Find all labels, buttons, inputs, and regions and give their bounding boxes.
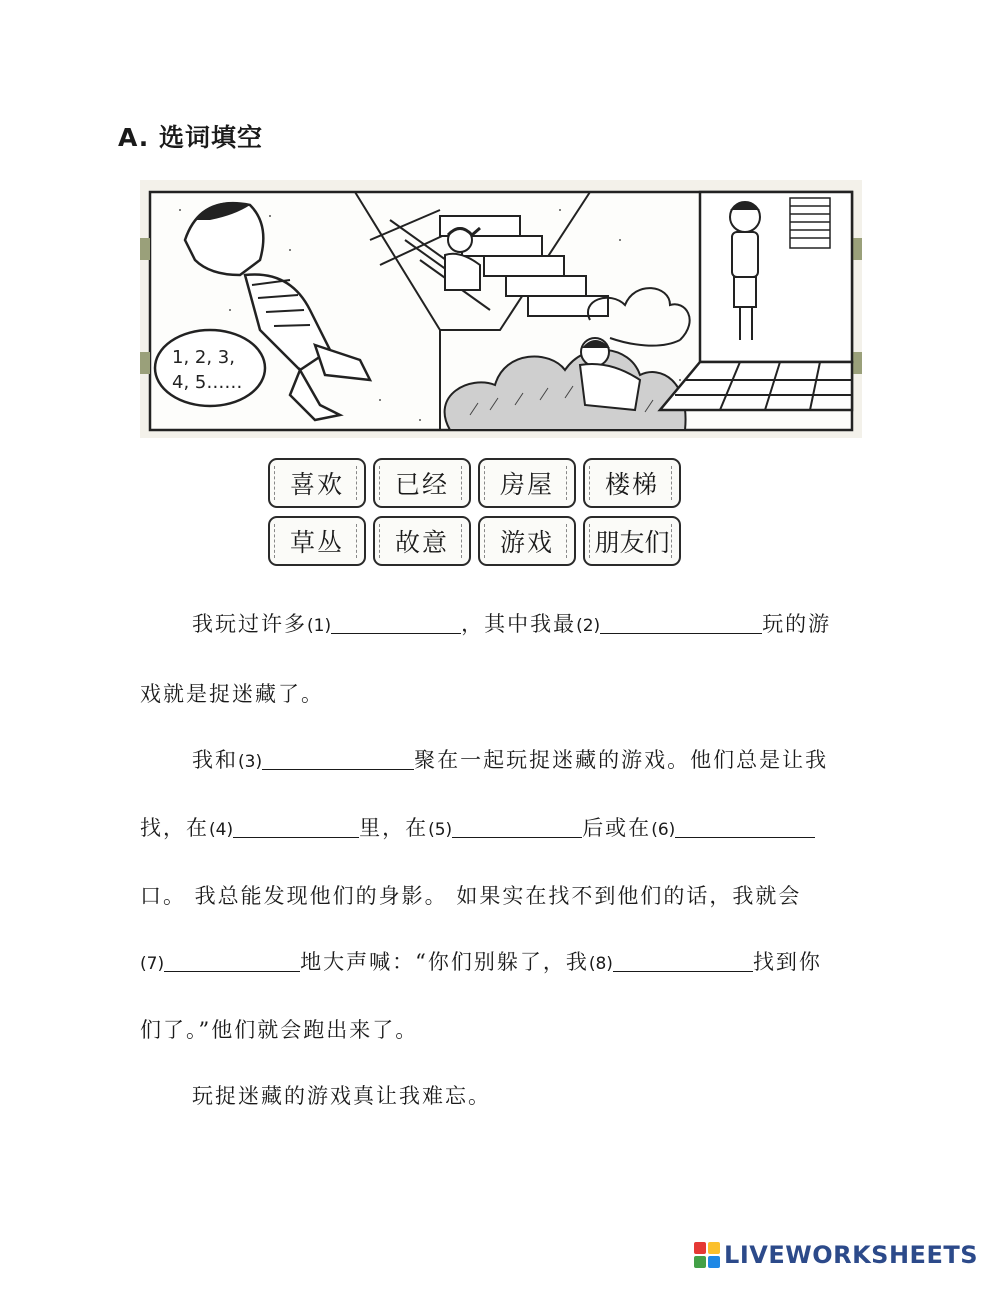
- passage-line-3: [140, 744, 922, 774]
- passage-text: 找，在: [140, 816, 209, 840]
- passage-line-1: [140, 608, 922, 638]
- blank-number-3: (3): [238, 752, 263, 772]
- passage-line-7: [140, 1014, 870, 1044]
- logo-text: LIVEWORKSHEETS: [724, 1241, 978, 1269]
- blank-5[interactable]: [452, 815, 582, 838]
- word-option: 已经: [373, 458, 471, 508]
- section-title: A. 选词填空: [118, 123, 264, 152]
- blank-8[interactable]: [613, 949, 753, 972]
- blank-number-8: (8): [588, 954, 613, 974]
- passage-line-6: [140, 946, 870, 976]
- blank-1[interactable]: [331, 611, 461, 634]
- passage-text: 地大声喊：“你们别躲了，我: [300, 950, 589, 974]
- blank-3[interactable]: [262, 747, 414, 770]
- passage-text: 里，在: [359, 816, 429, 840]
- blank-7[interactable]: [164, 949, 300, 972]
- blank-6[interactable]: [675, 815, 815, 838]
- passage-line-8: [140, 1080, 922, 1110]
- passage-text: ，其中我最: [461, 612, 577, 636]
- hide-and-seek-illustration: [140, 180, 862, 438]
- blank-number-7: (7): [140, 954, 165, 974]
- blank-2[interactable]: [600, 611, 762, 634]
- blank-number-4: (4): [209, 820, 234, 840]
- passage-text: 口。 我总能发现他们的身影。 如果实在找不到他们的话，我就会: [140, 884, 802, 908]
- blank-number-2: (2): [576, 616, 601, 636]
- passage-line-2: [140, 678, 870, 708]
- blank-number-1: (1): [307, 616, 332, 636]
- passage-text: 找到你: [752, 950, 822, 974]
- passage-line-5: [140, 880, 870, 910]
- speech-bubble: [155, 330, 265, 406]
- speech-line-1: 1, 2, 3,: [172, 347, 235, 368]
- passage-text: 戏就是捉迷藏了。: [140, 682, 324, 706]
- passage-text: 们了。”他们就会跑出来了。: [140, 1018, 419, 1042]
- word-option: 喜欢: [268, 458, 366, 508]
- word-option: 游戏: [478, 516, 576, 566]
- liveworksheets-logo[interactable]: [694, 1241, 978, 1269]
- passage-text: 聚在一起玩捉迷藏的游戏。他们总是让我: [414, 748, 829, 772]
- word-option: 楼梯: [583, 458, 681, 508]
- passage-text: 玩的游: [762, 612, 832, 636]
- passage-text: 我玩过许多: [192, 612, 307, 636]
- passage-text: 后或在: [582, 816, 652, 840]
- speech-line-2: 4, 5……: [172, 372, 243, 393]
- blank-4[interactable]: [233, 815, 359, 838]
- passage-line-4: [140, 812, 870, 842]
- word-option: 草丛: [268, 516, 366, 566]
- passage-text: 玩捉迷藏的游戏真让我难忘。: [192, 1084, 491, 1108]
- word-option: 房屋: [478, 458, 576, 508]
- blank-number-5: (5): [428, 820, 453, 840]
- blank-number-6: (6): [651, 820, 676, 840]
- word-option: 故意: [373, 516, 471, 566]
- passage-text: 我和: [192, 748, 238, 772]
- word-option: 朋友们: [583, 516, 681, 566]
- liveworksheets-logo-icon: [694, 1242, 720, 1268]
